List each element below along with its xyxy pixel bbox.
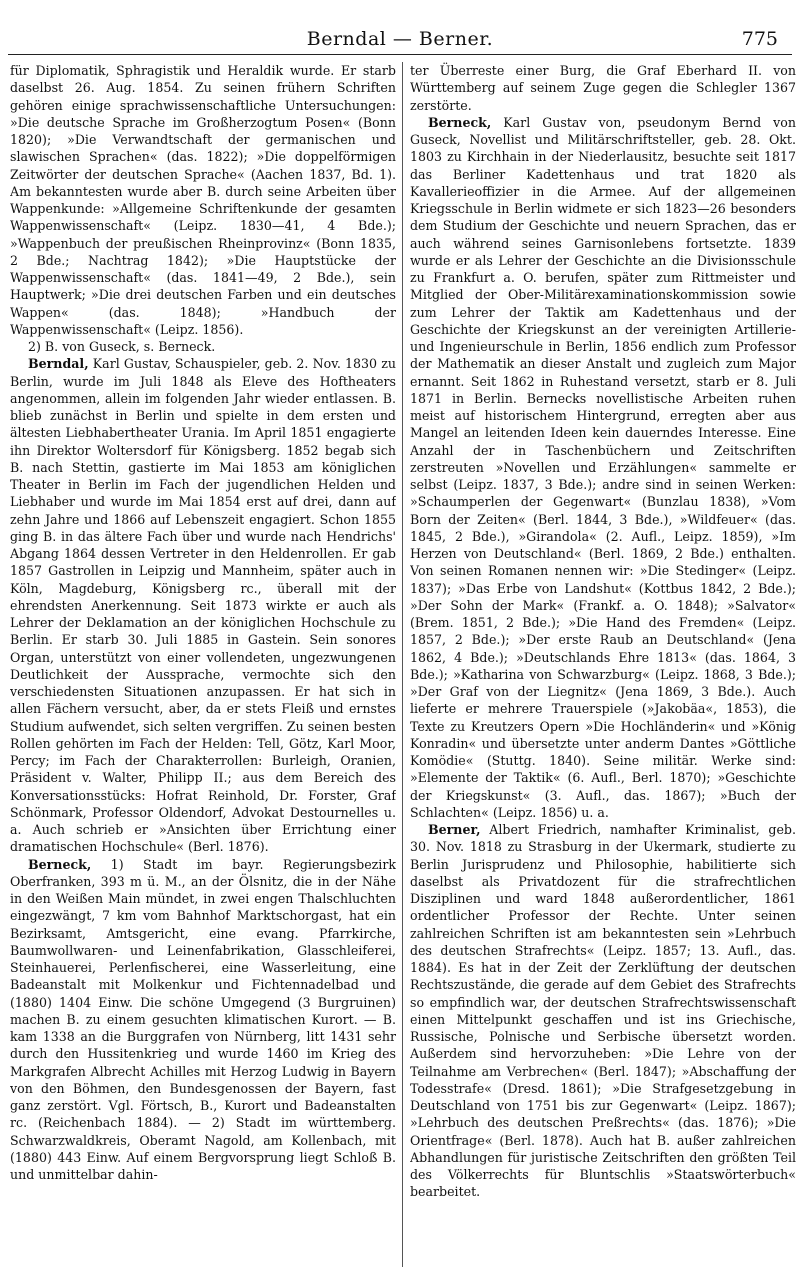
- entry-lemma: Berner,: [428, 822, 481, 837]
- left-column: [10, 62, 396, 1270]
- entry-berneck-person: [410, 114, 796, 821]
- entry-text: Karl Gustav von, pseudonym Bernd von Guseck, Novellist und Militärschriftsteller, geb. 28. Okt. 1803 zu Kirchhain in der Niederlausitz, besuchte seit 1817 das Berliner Kadettenhaus und trat 1820 als Kavallerieoffizier in die Armee. Auf der allgemeinen Kriegsschule in Berlin widmete er sich 1823—26 besonders dem Studium der Geschichte und neuern Sprachen, das er auch während seines Garnisonlebens fortsetzte. 1839 wurde er als Lehrer der Geschichte an die Divisionsschule zu Frankfurt a. O. berufen, später zum Rittmeister und Mitglied der Ober-Militärexaminationskommission sowie zum Lehrer der Taktik am Kadettenhaus und der Geschichte der Kriegskunst an der vereinigten Artillerie- und Ingenieurschule in Berlin, 1856 endlich zum Professor der Mathematik an dieser Anstalt und zugleich zum Major ernannt. Seit 1862 in Ruhestand versetzt, starb er 8. Juli 1871 in Berlin. Bernecks novellistische Arbeiten ruhen meist auf historischem Hintergrund, erregten aber aus Mangel an leitenden Ideen kein dauerndes Interesse. Eine Anzahl der in Taschenbüchern und Zeitschriften zerstreuten »Novellen und Erzählungen« sammelte er selbst (Leipz. 1837, 3 Bde.); andre sind in seinen Werken: »Schaumperlen der Gegenwart« (Bunzlau 1838), »Vom Born der Zeiten« (Berl. 1844, 3 Bde.), »Wildfeuer« (das. 1845, 2 Bde.), »Girandola« (2. Aufl., Leipz. 1859), »Im Herzen von Deutschland« (Berl. 1869, 2 Bde.) enthalten. Von seinen Romanen nennen wir: »Die Stedinger« (Leipz. 1837); »Das Erbe von Landshut« (Kottbus 1842, 2 Bde.); »Der Sohn der Mark« (Frankf. a. O. 1848); »Salvator« (Brem. 1851, 2 Bde.); »Die Hand des Fremden« (Leipz. 1857, 2 Bde.); »Der erste Raub an Deutschland« (Jena 1862, 4 Bde.); »Deutschlands Ehre 1813« (das. 1864, 3 Bde.); »Katharina von Schwarzburg« (Leipz. 1868, 3 Bde.); »Der Graf von der Liegnitz« (Jena 1869, 3 Bde.). Auch lieferte er mehrere Trauerspiele (»Jakobäa«, 1853), die Texte zu Kreutzers Opern »Die Hochländerin« und »König Konradin« und übersetzte unter anderm Dantes »Göttliche Komödie« (Stuttg. 1840). Seine militär. Werke sind: »Elemente der Taktik« (6. Aufl., Berl. 1870); »Geschichte der Kriegskunst« (3. Aufl., das. 1867); »Buch der Schlachten« (Leipz. 1856) u. a.: [410, 114, 796, 820]
- entry-text: 2) B. von Guseck, s. Berneck.: [28, 339, 216, 354]
- entry-berneck-town: [10, 856, 396, 1184]
- entry-text: 1) Stadt im bayr. Regierungsbezirk Oberfranken, 393 m ü. M., an der Ölsnitz, die in der Nähe in den Weißen Main mündet, in zwei engen Thalschluchten eingezwängt, 7 km vom Bahnhof Marktschorgast, hat ein Bezirksamt, Amtsgericht, eine evang. Pfarrkirche, Baumwollwaren- und Leinenfabrikation, Glasschleiferei, Steinhauerei, Perlenfischerei, eine Wasserleitung, eine Badeanstalt mit Molkenkur und Fichtennadelbad und (1880) 1404 Einw. Die schöne Umgegend (3 Burgruinen) machen B. zu einem gesuchten klimatischen Kurort. — B. kam 1338 an die Burggrafen von Nürnberg, litt 1431 sehr durch den Hussitenkrieg und wurde 1460 im Krieg des Markgrafen Albrecht Achilles mit Herzog Ludwig in Bayern von den Böhmen, den Bundesgenossen der Bayern, fast ganz zerstört. Vgl. Förtsch, B., Kurort und Badeanstalten rc. (Reichenbach 1884). — 2) Stadt im württemberg. Schwarzwaldkreis, Oberamt Nagold, am Kollenbach, mit (1880) 443 Einw. Auf einem Bergvorsprung liegt Schloß B. und unmittelbar dahin-: [10, 856, 396, 1182]
- paragraph: [10, 338, 396, 355]
- entry-lemma: Berneck,: [428, 114, 492, 130]
- entry-berner: [410, 821, 796, 1201]
- running-head: Berndal — Berner.: [306, 28, 494, 50]
- entry-text: Karl Gustav, Schauspieler, geb. 2. Nov. 1830 zu Berlin, wurde im Juli 1848 als Eleve des Hoftheaters angenommen, allein im folgenden Jahr wieder entlassen. B. blieb zunächst in Berlin und spielte in dem ersten und ältesten Liebhabertheater Urania. Im April 1851 engagierte ihn Direktor Woltersdorf für Königsberg. 1852 begab sich B. nach Stettin, gastierte im Mai 1853 am königlichen Theater in Berlin im Fach der jugendlichen Helden und Liebhaber und wurde im Mai 1854 erst auf drei, dann auf zehn Jahre und 1866 auf Lebenszeit engagiert. Schon 1855 ging B. in das ältere Fach über und wurde nach Hendrichs' Abgang 1864 dessen Vertreter in den Heldenrollen. Er gab 1857 Gastrollen in Leipzig und Mannheim, später auch in Köln, Magdeburg, Königsberg rc., überall mit der ehrendsten Anerkennung. Seit 1873 wirkte er auch als Lehrer der Deklamation an der königlichen Hochschule zu Berlin. Er starb 30. Juli 1885 in Gastein. Sein sonores Organ, unterstützt von einer vollendeten, ungezwungenen Deutlichkeit der Aussprache, vermochte sich den verschiedensten Situationen anzupassen. Er hat sich in allen Fächern versucht, aber, da er stets Fleiß und ernstes Studium aufwendet, sich selten vergriffen. Zu seinen besten Rollen gehörten im Fach der Helden: Tell, Götz, Karl Moor, Percy; im Fach der Charakterrollen: Burleigh, Oranien, Präsident v. Walter, Philipp II.; aus dem Bereich des Konversationsstücks: Hofrat Reinhold, Dr. Forster, Graf Schönmark, Professor Oldendorf, Advokat Destournelles u. a. Auch schrieb er »Ansichten über Errichtung einer dramatischen Hochschule« (Berl. 1876).: [10, 356, 396, 855]
- paragraph: [10, 62, 396, 338]
- right-column: [410, 62, 796, 1270]
- entry-text: ter Überreste einer Burg, die Graf Eberhard II. von Württemberg auf seinem Zuge gegen die Schlegler 1367 zerstörte.: [410, 63, 796, 113]
- entry-text: Albert Friedrich, namhafter Kriminalist, geb. 30. Nov. 1818 zu Strasburg in der Ukermark, studierte zu Berlin Jurisprudenz und Philosophie, habilitierte sich daselbst als Privatdozent für die strafrechtlichen Disziplinen und ward 1848 außerordentlicher, 1861 ordentlicher Professor der Rechte. Unter seinen zahlreichen Schriften ist am bekanntesten sein »Lehrbuch des deutschen Strafrechts« (Leipz. 1857; 13. Aufl., das. 1884). Es hat in der Zeit der Zerklüftung der deutschen Rechtszustände, die gerade auf dem Gebiet des Strafrechts so empfindlich war, der deutschen Strafrechtswissenschaft einen Mittelpunkt geschaffen und ist ins Griechische, Russische, Polnische und Serbische übersetzt worden. Außerdem sind hervorzuheben: »Die Lehre von der Teilnahme am Verbrechen« (Berl. 1847); »Abschaffung der Todesstrafe« (Dresd. 1861); »Die Strafgesetzgebung in Deutschland von 1751 bis zur Gegenwart« (Leipz. 1867); »Lehrbuch des deutschen Preßrechts« (das. 1876); »Die Orientfrage« (Berl. 1878). Auch hat B. außer zahlreichen Abhandlungen für juristische Zeitschriften den größten Teil des Völkerrechts für Bluntschlis »Staatswörterbuch« bearbeitet.: [410, 822, 796, 1200]
- entry-lemma: Berndal,: [28, 356, 89, 372]
- page-number: 775: [741, 28, 778, 50]
- entry-lemma: Berneck,: [28, 856, 92, 872]
- page-header: [0, 0, 800, 52]
- header-rule: [8, 54, 792, 55]
- column-divider: [402, 62, 403, 1267]
- entry-berndal: [10, 355, 396, 855]
- entry-text: für Diplomatik, Sphragistik und Heraldik wurde. Er starb daselbst 26. Aug. 1854. Zu seinen frühern Schriften gehören einige sprachwissenschaftliche Untersuchungen: »Die deutsche Sprache im Großherzogtum Posen« (Bonn 1820); »Die Verwandtschaft der germanischen und slawischen Sprachen« (das. 1822); »Die doppelförmigen Zeitwörter der deutschen Sprache« (Aachen 1837, Bd. 1). Am bekanntesten wurde aber B. durch seine Arbeiten über Wappenkunde: »Allgemeine Schriftenkunde der gesamten Wappenwissenschaft« (Leipz. 1830—41, 4 Bde.); »Wappenbuch der preußischen Rheinprovinz« (Bonn 1835, 2 Bde.; Nachtrag 1842); »Die Hauptstücke der Wappenwissenschaft« (das. 1841—49, 2 Bde.), sein Hauptwerk; »Die drei deutschen Farben und ein deutsches Wappen« (das. 1848); »Handbuch der Wappenwissenschaft« (Leipz. 1856).: [10, 63, 396, 337]
- paragraph: [410, 62, 796, 114]
